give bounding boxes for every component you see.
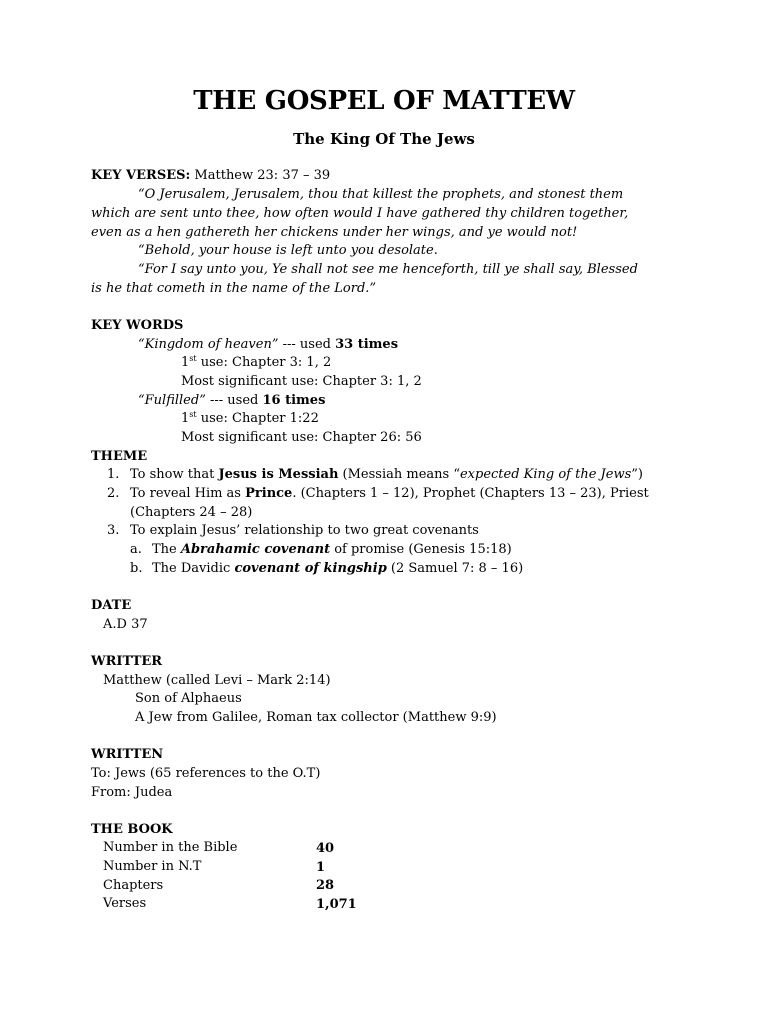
book-row-label: Number in the Bible [103,840,238,855]
verse-line: “Behold, your house is left unto you desolate. [138,243,438,258]
book-row-label: Number in N.T [103,859,202,874]
key-word-significant-use: Most significant use: Chapter 3: 1, 2 [181,374,422,389]
key-word-first-use [181,354,331,372]
theme-emphasis: covenant of kingship [234,561,387,576]
writter-line: A Jew from Galilee, Roman tax collector (Matthew 9:9) [135,710,497,725]
first-use-text: use: Chapter 1:22 [196,411,319,426]
theme-italic: expected King of the Jews [459,467,632,482]
key-word-count: 16 times [262,393,326,408]
key-word-kingdom [138,336,398,354]
book-row-value: 28 [316,878,335,893]
theme-subitem-a [152,541,512,559]
verse-line: which are sent unto thee, how often would I have gathered thy children together, [91,206,629,221]
first-use-number: 1 [181,411,190,426]
theme-item-2-continued: (Chapters 24 – 28) [130,505,253,520]
first-use-text: use: Chapter 3: 1, 2 [196,355,332,370]
date-heading: DATE [91,598,132,613]
theme-item-1 [130,466,643,484]
theme-subitem-letter: b. [130,561,143,576]
key-word-significant-use: Most significant use: Chapter 26: 56 [181,430,422,445]
book-row-value: 40 [316,841,335,856]
book-row-label: Verses [103,896,147,911]
theme-text: (2 Samuel 7: 8 – 16) [386,561,524,576]
theme-item-3: To explain Jesus’ relationship to two great covenants [130,523,479,538]
theme-text: The Davidic [152,561,235,576]
key-word-used: --- used [278,337,336,352]
key-word-first-use [181,410,319,428]
first-use-ordinal: st [189,354,197,363]
theme-text: To show that [130,467,219,482]
theme-item-number: 3. [107,523,120,538]
key-word-term: “Kingdom of heaven” [138,337,279,352]
key-word-used: --- used [205,393,263,408]
theme-emphasis: Prince [245,486,293,501]
theme-text: ”) [631,467,643,482]
book-row-value: 1 [316,860,326,875]
verse-line: “For I say unto you, Ye shall not see me henceforth, till ye shall say, Blessed [138,262,638,277]
written-heading: WRITTEN [91,747,164,762]
theme-item-2 [130,485,649,503]
book-row-label: Chapters [103,878,164,893]
book-row-value: 1,071 [316,897,357,912]
theme-subitem-b [152,560,523,578]
verse-line: even as a hen gathereth her chickens under her wings, and ye would not! [91,225,578,240]
writter-line: Matthew (called Levi – Mark 2:14) [103,673,331,688]
theme-text: The [152,542,181,557]
first-use-number: 1 [181,355,190,370]
key-word-count: 33 times [335,337,399,352]
key-word-fulfilled [138,392,325,410]
date-value: A.D 37 [103,617,148,632]
written-to: To: Jews (65 references to the O.T) [91,766,321,781]
theme-text: (Messiah means “ [338,467,460,482]
first-use-ordinal: st [189,410,197,419]
theme-text: of promise (Genesis 15:18) [330,542,512,557]
page-subtitle: The King Of The Jews [293,130,475,148]
key-verses-heading-line [91,167,330,185]
key-words-heading: KEY WORDS [91,318,184,333]
theme-item-number: 1. [107,467,120,482]
writter-heading: WRITTER [91,654,163,669]
theme-text: . (Chapters 1 – 12), Prophet (Chapters 13 – 23), Priest [292,486,649,501]
theme-text: To reveal Him as [130,486,246,501]
theme-item-number: 2. [107,486,120,501]
theme-emphasis: Abrahamic covenant [180,542,331,557]
writter-line: Son of Alphaeus [135,691,242,706]
key-verses-heading: KEY VERSES: [91,168,191,183]
key-word-term: “Fulfilled” [138,393,206,408]
verse-line: is he that cometh in the name of the Lord.” [91,281,377,296]
page-title: THE GOSPEL OF MATTEW [193,86,575,116]
key-verses-reference: Matthew 23: 37 – 39 [190,168,331,183]
theme-heading: THEME [91,449,148,464]
theme-emphasis: Jesus is Messiah [218,467,339,482]
verse-line: “O Jerusalem, Jerusalem, thou that killest the prophets, and stonest them [138,187,624,202]
theme-subitem-letter: a. [130,542,142,557]
the-book-heading: THE BOOK [91,822,173,837]
written-from: From: Judea [91,785,173,800]
